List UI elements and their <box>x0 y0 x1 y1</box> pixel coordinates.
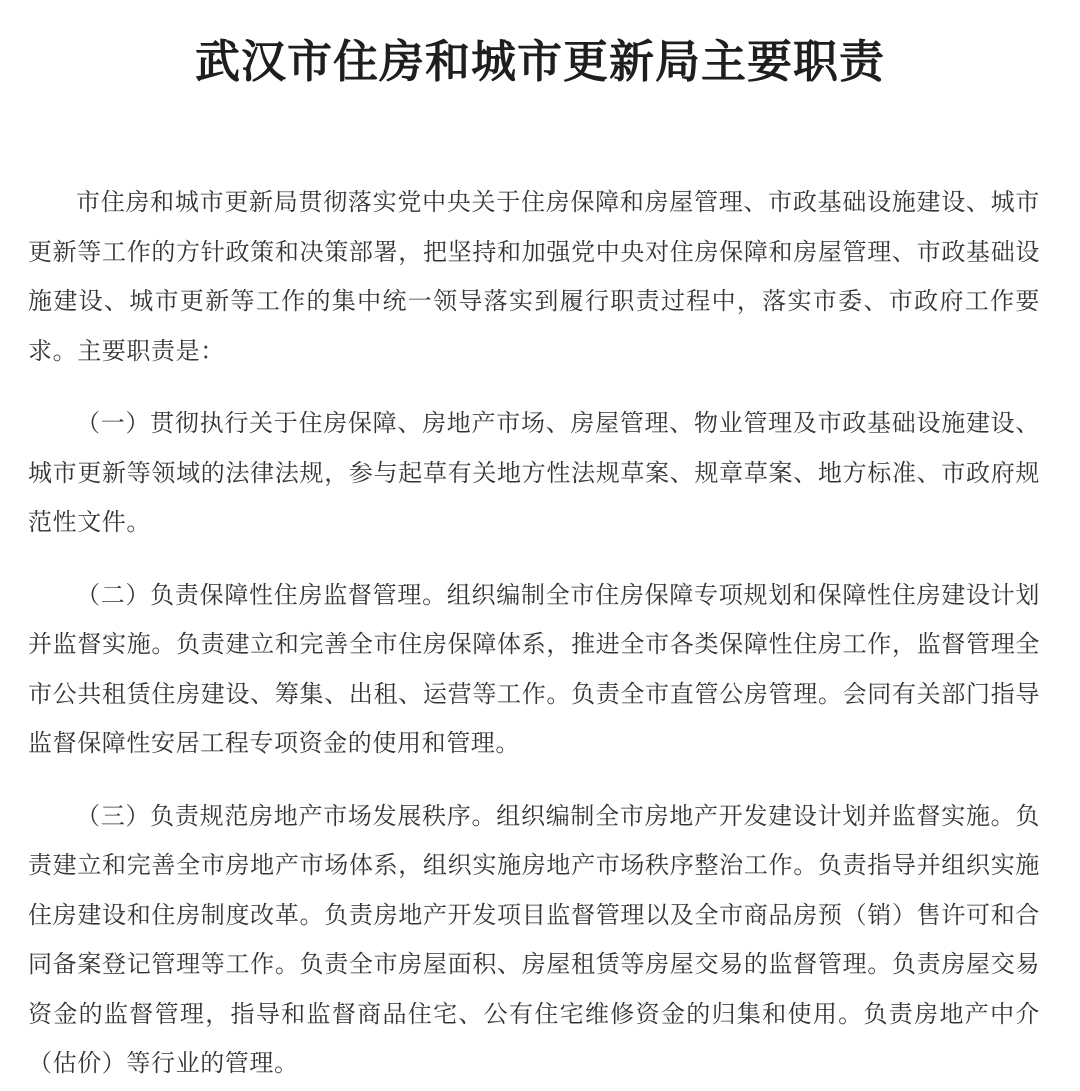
page-title: 武汉市住房和城市更新局主要职责 <box>194 35 885 88</box>
duty-paragraph-3: （三）负责规范房地产市场发展秩序。组织编制全市房地产开发建设计划并监督实施。负责建立和完善全市房地产市场体系，组织实施房地产市场秩序整治工作。负责指导并组织实施住房建设和住房制度改革。负责房地产开发项目监督管理以及全市商品房预（销）售许可和合同备案登记管理等工作。负责全市房屋面积、房屋租赁等房屋交易的监督管理。负责房屋交易资金的监督管理，指导和监督商品住宅、公有住宅维修资金的归集和使用。负责房地产中介（估价）等行业的管理。 <box>28 801 1040 1077</box>
duty-paragraph-1: （一）贯彻执行关于住房保障、房地产市场、房屋管理、物业管理及市政基础设施建设、城市更新等领域的法律法规，参与起草有关地方性法规草案、规章草案、地方标准、市政府规范性文件。 <box>28 409 1040 536</box>
intro-paragraph: 市住房和城市更新局贯彻落实党中央关于住房保障和房屋管理、市政基础设施建设、城市更新等工作的方针政策和决策部署，把坚持和加强党中央对住房保障和房屋管理、市政基础设施建设、城市更新等工作的集中统一领导落实到履行职责过程中，落实市委、市政府工作要求。主要职责是： <box>28 188 1040 365</box>
duty-paragraph-2: （二）负责保障性住房监督管理。组织编制全市住房保障专项规划和保障性住房建设计划并监督实施。负责建立和完善全市住房保障体系，推进全市各类保障性住房工作，监督管理全市公共租赁住房建设、筹集、出租、运营等工作。负责全市直管公房管理。会同有关部门指导监督保障性安居工程专项资金的使用和管理。 <box>28 580 1040 757</box>
